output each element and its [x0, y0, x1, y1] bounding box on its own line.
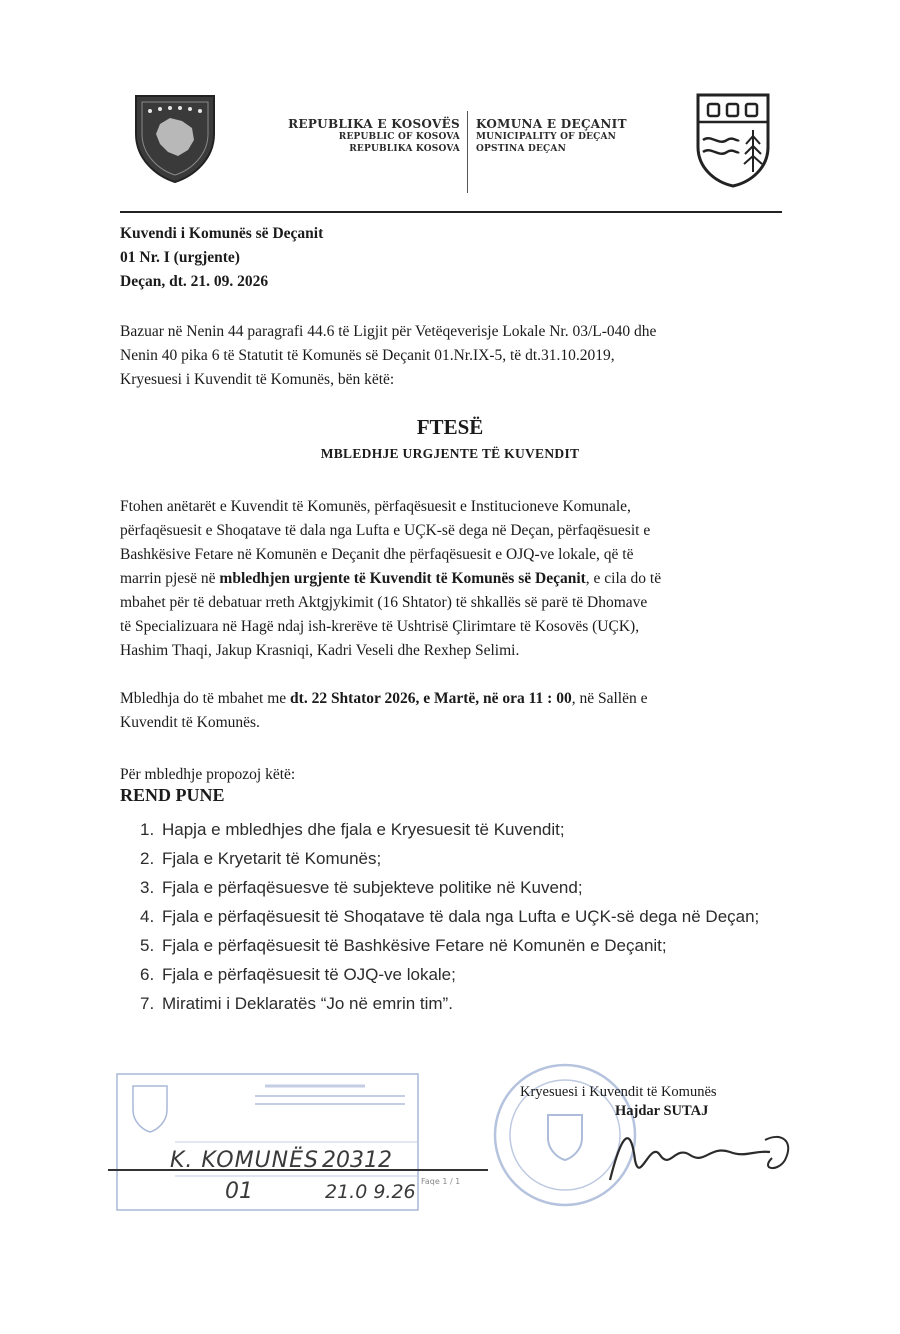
registry-office: K. KOMUNËS — [170, 1148, 319, 1173]
agenda-list — [140, 815, 790, 1018]
basis-line: Nenin 40 pika 6 të Statutit të Komunës së Deçanit 01.Nr.IX-5, të dt.31.10.2019, — [120, 347, 615, 364]
meeting-datetime: dt. 22 Shtator 2026, e Martë, në ora 11 : 00 — [290, 690, 572, 707]
signatory-title: Kryesuesi i Kuvendit të Komunës — [520, 1084, 717, 1100]
invite-emphasis: mbledhjen urgjente të Kuvendit të Komunës së Deçanit — [219, 570, 586, 587]
invite-line: të Specializuara në Hagë ndaj ish-krerëve të Ushtrisë Çlirimtare të Kosovës (UÇK), — [120, 618, 640, 635]
registry-number: 20312 — [322, 1148, 392, 1173]
header-republic-sr: REPUBLIKA KOSOVA — [349, 144, 460, 154]
header-municipality-en: MUNICIPALITY OF DEÇAN — [476, 132, 617, 142]
basis-line: Bazuar në Nenin 44 paragrafi 44.6 të Ligjit për Vetëqeverisje Lokale Nr. 03/L-040 dhe — [120, 323, 657, 340]
invite-line: Hashim Thaqi, Jakup Krasniqi, Kadri Veseli dhe Rexhep Selimi. — [120, 642, 520, 659]
document-title: FTESË — [416, 415, 484, 439]
invite-line: mbahet për të debatuar rreth Aktgjykimit (16 Shtator) të shkallës së parë të Dhomave — [120, 594, 648, 611]
agenda-number: 3. — [140, 878, 155, 897]
when-text: , në Sallën e — [571, 690, 648, 707]
signatory-name: Hajdar SUTAJ — [615, 1103, 709, 1119]
agenda-item — [140, 989, 790, 1018]
agenda-number: 1. — [140, 820, 155, 839]
propose-line: Për mbledhje propozoj këtë: — [120, 766, 296, 783]
agenda-item — [140, 931, 790, 960]
header-republic-en: REPUBLIC OF KOSOVA — [338, 132, 460, 142]
agenda-number: 6. — [140, 965, 155, 984]
agenda-text: Fjala e Kryetarit të Komunës; — [162, 849, 382, 868]
legal-basis-paragraph — [120, 320, 788, 392]
protocol-number: 01 Nr. I (urgjente) — [120, 249, 240, 266]
invitation-paragraph — [120, 495, 788, 663]
agenda-text: Miratimi i Deklaratës “Jo në emrin tim”. — [162, 994, 453, 1013]
agenda-text: Fjala e përfaqësuesit të Shoqatave të dala nga Lufta e UÇK-së dega në Deçan; — [162, 907, 760, 926]
agenda-item — [140, 902, 790, 931]
republic-emblem-icon — [134, 94, 216, 184]
agenda-title: REND PUNE — [120, 785, 225, 805]
agenda-number: 5. — [140, 936, 155, 955]
when-line — [120, 687, 788, 711]
agenda-text: Fjala e përfaqësuesit të Bashkësive Fetare në Komunën e Deçanit; — [162, 936, 667, 955]
agenda-text: Fjala e përfaqësuesit të OJQ-ve lokale; — [162, 965, 456, 984]
place-date: Deçan, dt. 21. 09. 2026 — [120, 273, 269, 290]
invite-line — [120, 567, 788, 591]
header-republic-sq: REPUBLIKA E KOSOVËS — [288, 117, 460, 131]
when-line: Kuvendit të Komunës. — [120, 714, 260, 731]
municipality-emblem-icon — [695, 92, 771, 188]
header-rule — [120, 211, 782, 213]
agenda-number: 4. — [140, 907, 155, 926]
institution-name: Kuvendi i Komunës së Deçanit — [120, 225, 324, 242]
agenda-item — [140, 815, 790, 844]
agenda-text: Fjala e përfaqësuesve të subjekteve politike në Kuvend; — [162, 878, 583, 897]
header-municipality-sq: KOMUNA E DEÇANIT — [476, 117, 627, 131]
invite-line: Ftohen anëtarët e Kuvendit të Komunës, përfaqësuesit e Institucioneve Komunale, — [120, 498, 631, 515]
basis-line: Kryesuesi i Kuvendit të Komunës, bën këtë: — [120, 371, 395, 388]
agenda-number: 7. — [140, 994, 155, 1013]
agenda-item — [140, 873, 790, 902]
agenda-text: Hapja e mbledhjes dhe fjala e Kryesuesit të Kuvendit; — [162, 820, 565, 839]
header-municipality — [476, 117, 686, 155]
header-separator — [467, 111, 468, 193]
signature-stamp — [460, 1060, 820, 1210]
agenda-item — [140, 960, 790, 989]
registry-code: 01 — [225, 1179, 253, 1204]
document-subtitle: MBLEDHJE URGJENTE TË KUVENDIT — [320, 446, 580, 461]
invite-text: marrin pjesë në — [120, 570, 220, 587]
header-municipality-sr: OPSTINA DEÇAN — [476, 144, 566, 154]
when-text: Mbledhja do të mbahet me — [120, 690, 291, 707]
invite-line: përfaqësuesit e Shoqatave të dala nga Lufta e UÇK-së dega në Deçan, përfaqësuesit e — [120, 522, 651, 539]
agenda-number: 2. — [140, 849, 155, 868]
document-meta — [120, 222, 323, 294]
agenda-item — [140, 844, 790, 873]
page-number: Faqe 1 / 1 — [421, 1177, 461, 1186]
meeting-time-paragraph — [120, 687, 788, 735]
header-republic — [222, 117, 460, 155]
invite-text: , e cila do të — [585, 570, 662, 587]
registry-date: 21.0 9.26 — [325, 1181, 416, 1203]
invite-line: Bashkësive Fetare në Komunën e Deçanit dhe përfaqësuesit e OJQ-ve lokale, që të — [120, 546, 634, 563]
